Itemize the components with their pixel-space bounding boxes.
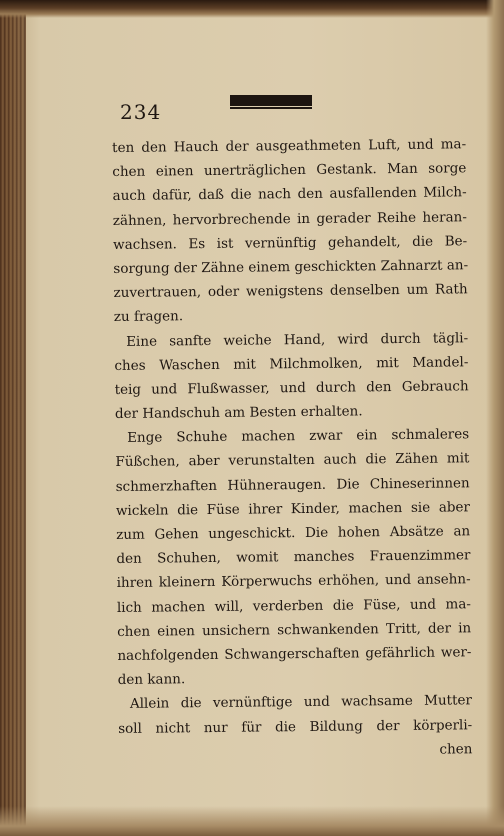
page-number: 234	[120, 100, 162, 124]
text-line: zu fragen.	[113, 308, 184, 326]
text-line: teig und Flußwasser, und durch den Gebrauch	[114, 378, 469, 398]
book-right-edge	[486, 0, 504, 836]
text-line: lich machen will, verderben die Füse, und ma-	[116, 595, 472, 616]
text-line: Allein die vernünftige und wachsame Mutter	[129, 692, 473, 713]
text-line: zähnen, hervorbrechende in gerader Reihe heran-	[112, 208, 467, 229]
text-line: zuvertrauen, oder wenigstens denselben um Rath	[113, 281, 468, 302]
catchword: chen	[439, 740, 473, 758]
page	[26, 18, 486, 808]
text-line: Füßchen, aber verunstalten auch die Zähen mit	[115, 450, 470, 471]
text-line: sorgung der Zähne einem geschickten Zahnarzt an-	[113, 257, 469, 277]
text-line: Eine sanfte weiche Hand, wird durch tägli-	[126, 329, 469, 350]
text-line: soll nicht nur für die Bildung der körperli-	[118, 716, 473, 737]
text-line: der Handschuh am Besten erhalten.	[114, 403, 363, 423]
text-line: Enge Schuhe machen zwar ein schmaleres	[127, 426, 470, 447]
text-line: schmerzhaften Hühneraugen. Die Chineserinnen	[115, 474, 470, 495]
text-line: wickeln die Füse ihrer Kinder, machen sie aber	[115, 499, 470, 519]
text-line: den kann.	[117, 671, 186, 689]
body-text	[112, 132, 473, 765]
page-stack-edge	[0, 0, 26, 836]
header-rule	[230, 95, 312, 106]
text-line: auch dafür, daß die nach den ausfallenden Milch-	[112, 184, 467, 205]
text-line: chen einen unsichern schwankenden Tritt, der in	[117, 620, 472, 640]
text-line: nachfolgenden Schwangerschaften gefährlich wer-	[117, 644, 472, 664]
text-line: ches Waschen mit Milchmolken, mit Mandel-	[114, 353, 469, 374]
text-line: ten den Hauch der ausgeathmeten Luft, und ma-	[112, 136, 467, 156]
text-line: chen einen unerträglichen Gestank. Man sorge	[112, 160, 467, 181]
book-bottom-edge	[0, 806, 504, 836]
book-top-edge	[0, 0, 504, 18]
text-line: zum Gehen ungeschickt. Die hohen Absätze an	[116, 523, 471, 543]
text-line: wachsen. Es ist vernünftig gehandelt, die Be-	[113, 233, 468, 253]
text-line: den Schuhen, womit manches Frauenzimmer	[116, 547, 471, 568]
text-line: ihren kleinern Körperwuchs erhöhen, und ansehn-	[116, 571, 471, 592]
